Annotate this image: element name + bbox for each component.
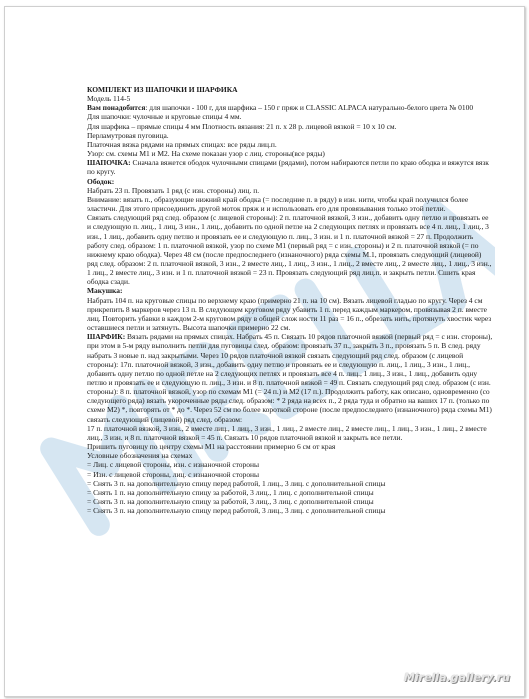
scarf-paragraph bbox=[87, 332, 494, 424]
rim-paragraph: Внимание: вязать п., образующие нижний край ободка (= последние п. в ряду) в изн. нити, чтобы край получился более эластичн. Для этого присоединить другой моток пряж и и использовать его для провязывания только этой петли. bbox=[87, 194, 469, 214]
needles-hat-line: Для шапочки: чулочные и круговые спицы 4 мм. bbox=[87, 112, 242, 122]
model-number: Модель 114-5 bbox=[87, 94, 131, 104]
legend-title: Условные обозначения на схемах bbox=[87, 451, 193, 461]
legend-item: = Снять 3 п. на дополнительную спицу перед работой, 3 лиц., 3 лиц. с дополнительной спицы bbox=[87, 506, 386, 516]
legend-item: = Снять 1 п. на дополнительную спицу за работой, 3 лиц., 1 лиц. с дополнительной спицы bbox=[87, 487, 374, 497]
rim-paragraph: Набрать 23 п. Провязать 1 ряд (с изн. стороны) лиц. п. bbox=[87, 185, 260, 195]
legend-item: = Изн. с лицевой стороны, лиц. с изнаночной стороны bbox=[87, 469, 260, 479]
hat-intro-text: Сначала вяжется ободок чулочными спицами (рядами), потом набираются петли по краю ободка и вяжутся вязк по кругу. bbox=[87, 158, 489, 177]
rim-heading: Ободок: bbox=[87, 176, 115, 186]
garter-stitch-line: Платочная вязка рядами на прямых спицах: все ряды лиц.п. bbox=[87, 139, 277, 149]
legend-item: = Снять 3 п. на дополнительную спицу перед работой, 1 лиц., 3 лиц. с дополнительной спицы bbox=[87, 478, 386, 488]
button-material-line: Перламутровая пуговица. bbox=[87, 130, 169, 140]
rim-paragraph: Связать следующий ряд след. образом (с лицевой стороны): 2 п. платочной вязкой, 3 изн., добавить одну петлю и провязать ее и следующую п. лиц., 1 лиц, 3 изн., 1 лиц., добавить по одной петле на 2 следующих петлях и провязать все 4 п. лиц., 1 лиц., 3 изн., 1 лиц., добавить одну петлю и провязать ее и следующую п. лиц., 3 изн. и 1 п. платочной вязкой = 27 п. Продолжить работу след. образом: 1 п. платочной вязкой, узор по схеме М1 (первый ряд = с изн. стороны) и 2 п. платочной вязкой (= по нижнему краю ободка). Через 48 см (после предпоследнего (изнаночного) ряда схемы М.1, провязать следующий (лицевой) ряд след. образом: 2 п. платочной вязкой, 3 изн., 2 вместе лиц., 1 лиц., 3 изн., 1 лиц., 2 вместе лиц., 2 вместе лиц., 1 лиц., 3 изн., 1 лиц., 2 вместе лиц., 3 изн. и 1 п. платочной вязкой = 23 п. Провязать следующий ряд лиц.п. и закрыть петли. Сшить края ободка сзади. bbox=[87, 213, 492, 287]
legend-item: = Снять 3 п. на дополнительную спицу за работой, 3 лиц., 3 лиц. с дополнительной спицы bbox=[87, 497, 374, 507]
crown-heading: Макушка: bbox=[87, 286, 123, 296]
legend-item: = Лиц. с лицевой стороны, изн. с изнаночной стороны bbox=[87, 460, 260, 470]
hat-intro-paragraph bbox=[87, 158, 494, 176]
materials-label: Вам понадобится bbox=[87, 103, 146, 113]
needles-scarf-line: Для шарфика – прямые спицы 4 мм Плотность вязания: 21 п. х 28 р. лицевой вязкой = 10 х 10 см. bbox=[87, 121, 397, 131]
hat-heading: ШАПОЧКА: bbox=[87, 158, 131, 168]
scarf-heading: ШАРФИК: bbox=[87, 332, 126, 342]
crown-paragraph: Набрать 104 п. на круговые спицы по верхнему краю (примерно 21 п. на 10 см). Вязать лицевой гладью по кругу. Через 4 см прикрепить 8 маркеров через 13 п. В следующем круговом ряду убавить 1 п. перед каждым маркером, провязывая 2 п. вместе лиц. Повторить убавки в каждом 2-м круговом ряду в общей слож ности 11 раз = 16 п., обрезать нить, протянуть хвостик через оставшиеся петли и затянуть. Высота шапочки примерно 22 см. bbox=[87, 295, 492, 333]
pattern-text bbox=[87, 85, 494, 515]
document-title: КОМПЛЕКТ ИЗ ШАПОЧКИ И ШАРФИКА bbox=[87, 85, 238, 94]
scarf-final-row: 17 п. платочной вязкой, 3 изн., 2 вместе лиц., 1 лиц., 3 изн., 1 лиц., 2 вместе лиц., 2 вместе лиц., 1 лиц., 3 изн., 1 лиц., 2 вместе лиц., 3 изн. и 8 п. платочной вязкой = 45 п. Связать 10 рядов платочной вязкой и закрыть все петли. bbox=[87, 423, 487, 442]
materials-text: : для шапочки - 100 г, для шарфика – 150 г пряж и CLASSIC ALPACA натурально-белого цвета № 0100 bbox=[145, 103, 474, 113]
document-page bbox=[4, 6, 525, 697]
materials-paragraph bbox=[87, 103, 494, 112]
button-instruction: Пришить пуговицу по центру схемы М1 на расстоянии примерно 6 см от края bbox=[87, 442, 336, 452]
pattern-note-line: Узор: см. схемы М1 и М2. На схеме показан узор с лиц. стороны(все ряды) bbox=[87, 149, 325, 159]
site-watermark: Mirella.gallery.ru bbox=[403, 671, 510, 684]
scarf-text: Вязать рядами на прямых спицах. Набрать 45 п. Связать 10 рядов платочной вязкой (первый ряд = с изн. стороны), при этом в 5-м ряду выполнить петли для пуговицы след. образом: провязать 37 п., закрыть 3 п., провязать 5 п. В след. ряду набрать 3 новые п. над закрытыми. Через 10 рядов платочной вязкой связать следующий ряд след. образом (с лицевой стороны): 17п. платочной вязкой, 3 изн., добавить одну петлю и провязать ее и следующую п. лиц., 1 лиц., 3 изн., 1 лиц., добавить одну петлю по одной петле на 2 следующих петлях и провязать все 4 п. лиц., 1 лиц., 3 изн., 1 лиц., добавить одну петлю и провязать ее и следующую п. лиц., 3 изн. и 8 п. платочной вязкой = 49 п. Связать следующий ряд след. образом (с изн. стороны): 8 п. платочной вязкой, узор по схемам М1 (= 24 п.) и М2 (17 п.). Продолжить работу, как описано, одновременно (со следующего ряда) вязать укороченные ряды след. образом: * 2 ряда на всех п., 2 ряда туда и обратно на ваших 17 п. (только по схеме М2) *, повторять от * до *. Через 52 см по более короткой стороне (после предпоследнего (изнаночного) ряда схемы М1) связать следующий (лицевой) ряд след. образом: bbox=[87, 332, 493, 424]
